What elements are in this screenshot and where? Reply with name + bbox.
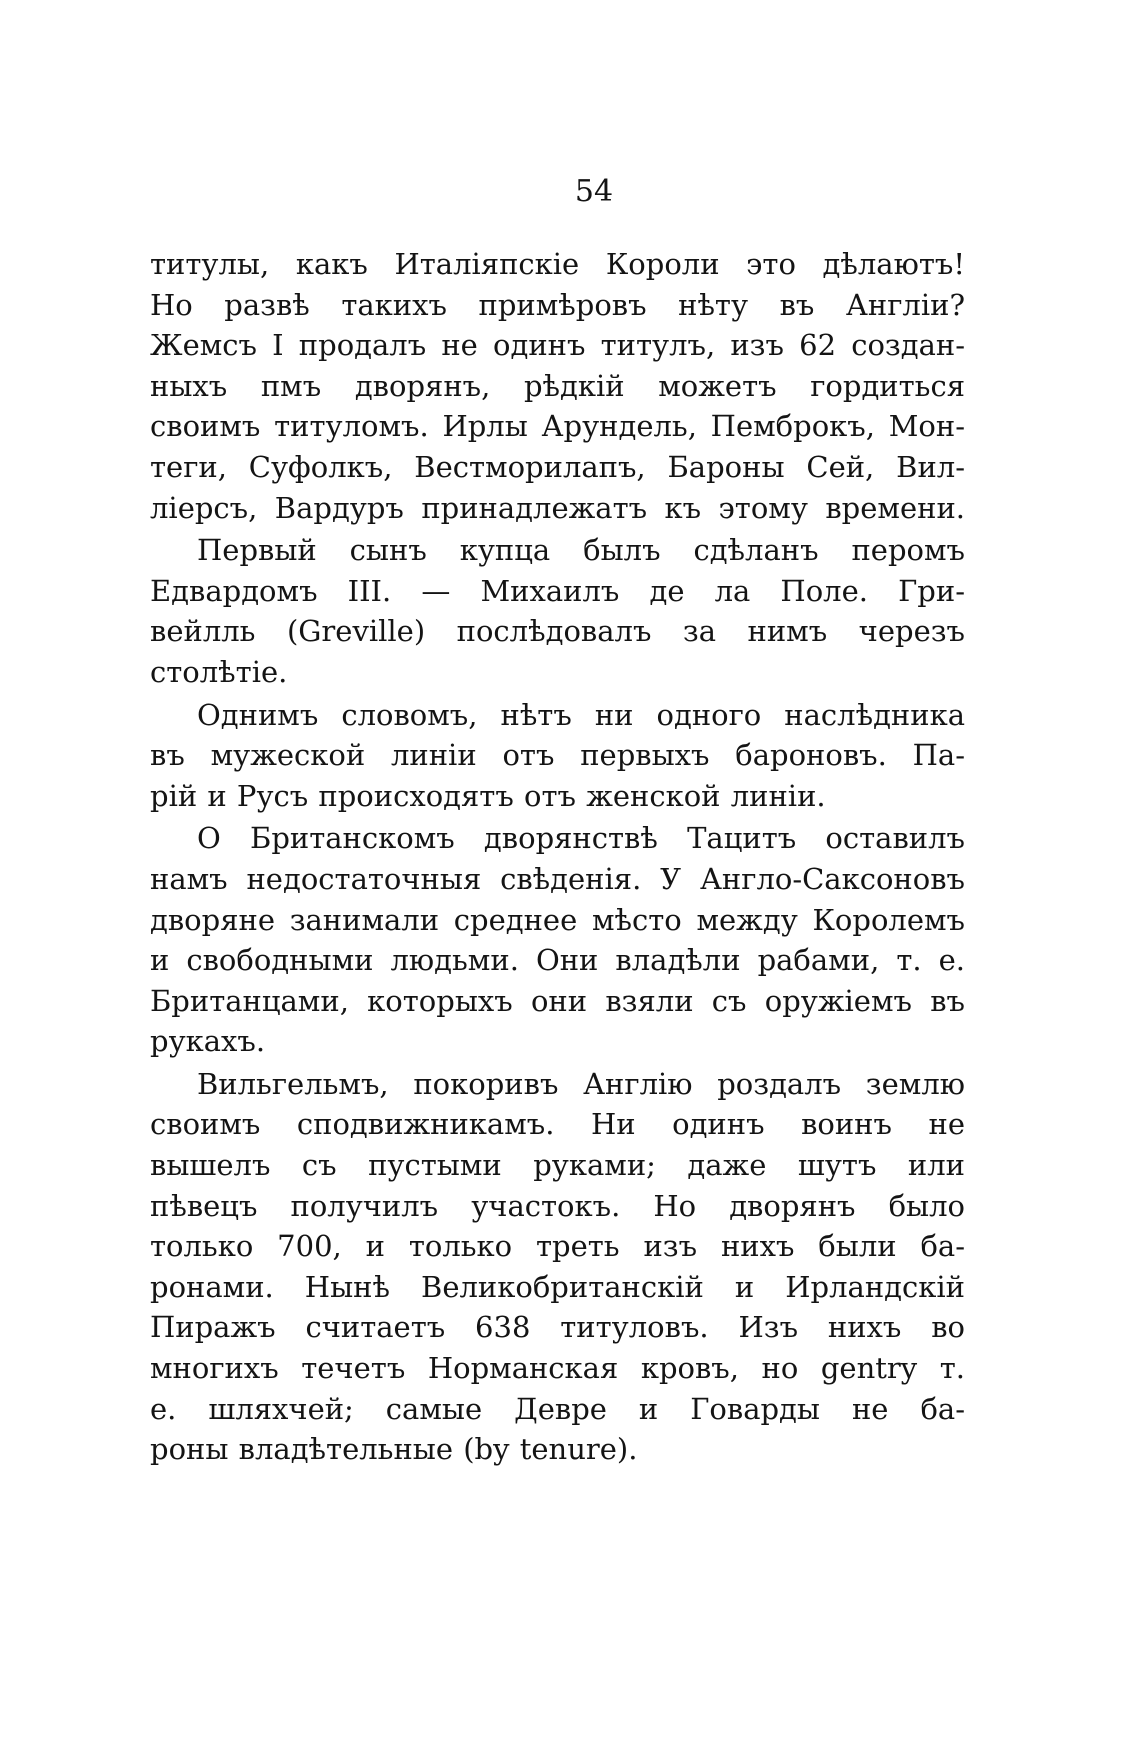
text-line: Однимъ словомъ, нѣтъ ни одного наслѣдника — [197, 697, 965, 732]
text-line: только 700, и только треть изъ нихъ были ба- — [150, 1229, 965, 1264]
text-line: е. шляхчей; самые Девре и Говарды не ба- — [150, 1391, 965, 1426]
text-line: титулы, какъ Италіяпскіе Короли это дѣлаютъ! — [150, 247, 965, 281]
text-line: дворяне занимали среднее мѣсто между Королемъ — [150, 902, 965, 937]
text-line: Первый сынъ купца былъ сдѣланъ перомъ — [197, 533, 965, 568]
text-line: Едвардомъ III. — Михаилъ де ла Поле. Гри- — [150, 573, 965, 608]
text-line: Вильгельмъ, покоривъ Англію роздалъ землю — [197, 1066, 965, 1101]
paragraph-4 — [150, 818, 965, 1062]
text-line: вышелъ съ пустыми руками; даже шутъ или — [150, 1148, 965, 1183]
text-line: Жемсъ I продалъ не одинъ титулъ, изъ 62 создан- — [150, 328, 965, 363]
text-line: О Британскомъ дворянствѣ Тацитъ оставилъ — [197, 821, 965, 856]
text-line: своимъ титуломъ. Ирлы Арундель, Пемброкъ, Мон- — [150, 409, 965, 444]
text-line: рій и Русъ происходятъ отъ женской линіи. — [150, 778, 826, 813]
text-line: въ мужеской линіи отъ первыхъ бароновъ. Па- — [150, 738, 965, 773]
text-line: роны владѣтельные (by tenure). — [150, 1432, 638, 1467]
text-line: теги, Суфолкъ, Вестморилапъ, Бароны Сей, Вил- — [150, 449, 965, 484]
paragraph-1 — [150, 244, 965, 528]
text-line: вейлль (Greville) послѣдовалъ за нимъ черезъ — [150, 614, 965, 649]
paragraph-5 — [150, 1064, 965, 1470]
text-line: ронами. Нынѣ Великобританскій и Ирландскій — [150, 1269, 965, 1304]
page-number: 54 — [574, 174, 614, 209]
text-line: столѣтіе. — [150, 654, 288, 689]
text-line: ліерсъ, Вардуръ принадлежатъ къ этому времени. — [150, 490, 965, 525]
text-line: своимъ сподвижникамъ. Ни одинъ воинъ не — [150, 1107, 965, 1142]
paragraph-2 — [150, 530, 965, 692]
text-line: многихъ течетъ Норманская кровъ, но gentry т. — [150, 1351, 965, 1386]
text-line: и свободными людьми. Они владѣли рабами, т. е. — [150, 943, 965, 978]
text-line: Пиражъ считаетъ 638 титуловъ. Изъ нихъ во — [150, 1310, 965, 1345]
text-line: Британцами, которыхъ они взяли съ оружіемъ въ — [150, 983, 965, 1018]
text-line: намъ недостаточныя свѣденія. У Англо-Саксоновъ — [150, 861, 965, 896]
text-line: пѣвецъ получилъ участокъ. Но дворянъ было — [150, 1188, 965, 1223]
text-line: ныхъ пмъ дворянъ, рѣдкій можетъ гордиться — [150, 368, 965, 403]
text-line: рукахъ. — [150, 1024, 266, 1059]
body-text — [150, 244, 965, 1470]
text-line: Но развѣ такихъ примѣровъ нѣту въ Англіи? — [150, 287, 965, 322]
paragraph-3 — [150, 695, 965, 817]
